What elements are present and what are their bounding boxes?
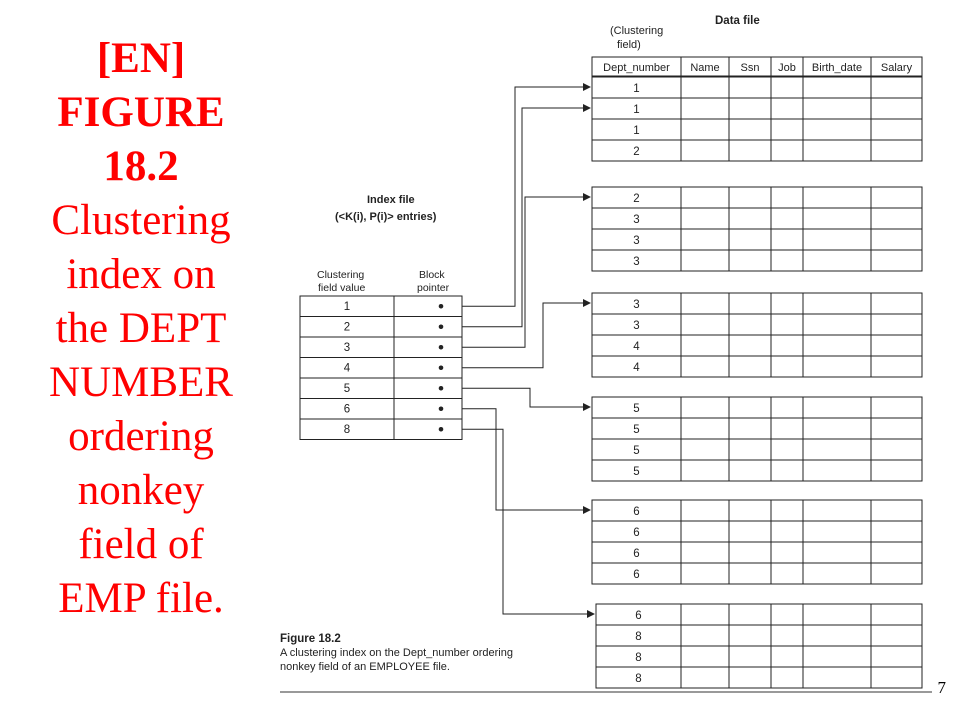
dept-number-cell: 5 — [633, 445, 640, 457]
dept-number-cell: 3 — [633, 214, 640, 226]
index-pointer-header-1: Block — [419, 269, 445, 281]
data-block — [592, 293, 922, 377]
index-file-table — [300, 296, 462, 440]
index-key-cell: 5 — [343, 383, 351, 395]
dept-number-cell: 2 — [633, 193, 640, 205]
index-key-cell: 6 — [343, 403, 351, 416]
slide-number: 7 — [937, 678, 946, 697]
pointer-arrow — [441, 388, 590, 407]
index-key-cell: 4 — [343, 362, 351, 375]
dept-number-cell: 3 — [633, 256, 640, 268]
block-pointer-dot — [439, 345, 444, 350]
pointer-arrow — [441, 409, 590, 510]
data-file-blocks — [592, 57, 922, 688]
dept-number-cell: 8 — [635, 631, 642, 643]
dept-number-cell: 3 — [633, 299, 640, 311]
index-pointer-header-2: pointer — [417, 282, 450, 294]
dept-number-cell: 3 — [633, 235, 640, 247]
data-file-label: Data file — [715, 15, 760, 27]
column-header: Dept_number — [603, 62, 670, 74]
block-pointer-dot — [439, 304, 444, 309]
clustering-field-label-2: field) — [617, 39, 641, 51]
index-entries-label: (<K(i), P(i)> entries) — [335, 211, 437, 223]
pointer-arrows — [441, 87, 594, 614]
column-header: Birth_date — [811, 62, 863, 74]
dept-number-cell: 6 — [633, 569, 640, 581]
data-block — [592, 500, 922, 584]
index-key-cell: 1 — [343, 301, 351, 313]
caption-line-1: A clustering index on the Dept_number ordering — [280, 647, 513, 659]
figure-panel — [260, 6, 932, 699]
pointer-arrow — [441, 429, 594, 614]
caption-line-2: nonkey field of an EMPLOYEE file. — [280, 661, 450, 673]
title-line-3: 18.2 — [103, 143, 179, 190]
column-header: Job — [778, 62, 796, 74]
slide-title — [12, 32, 270, 626]
subtitle-line-1: Clustering — [51, 197, 231, 244]
dept-number-cell: 1 — [633, 104, 640, 116]
dept-number-cell: 6 — [633, 527, 640, 539]
block-pointer-dot — [439, 365, 444, 370]
block-pointer-dot — [439, 386, 444, 391]
block-pointer-dot — [439, 406, 444, 411]
dept-number-cell: 8 — [635, 673, 642, 685]
data-block — [596, 604, 922, 688]
subtitle-line-4: NUMBER — [49, 359, 233, 406]
dept-number-cell: 5 — [633, 424, 640, 436]
dept-number-cell: 6 — [635, 610, 642, 622]
block-pointer-dot — [439, 427, 444, 432]
dept-number-cell: 3 — [633, 320, 640, 332]
index-key-cell: 8 — [343, 424, 351, 436]
data-block — [592, 397, 922, 481]
index-key-header-1: Clustering — [317, 269, 365, 281]
subtitle-line-7: field of — [78, 521, 204, 568]
subtitle-line-8: EMP file. — [58, 575, 224, 622]
index-table-outline — [300, 296, 462, 440]
clustering-field-label-1: (Clustering — [610, 25, 664, 37]
dept-number-cell: 8 — [635, 652, 642, 664]
dept-number-cell: 2 — [633, 146, 640, 158]
data-block — [592, 77, 922, 161]
index-file-label: Index file — [367, 194, 415, 206]
caption-title: Figure 18.2 — [280, 633, 341, 645]
pointer-arrow — [441, 303, 590, 368]
dept-number-cell: 5 — [633, 403, 640, 415]
column-header: Salary — [880, 62, 913, 74]
column-header: Name — [690, 62, 720, 74]
block-pointer-dot — [439, 324, 444, 329]
dept-number-cell: 5 — [633, 466, 640, 478]
dept-number-cell: 6 — [633, 548, 640, 560]
dept-number-cell: 4 — [633, 341, 640, 353]
title-line-1: [EN] — [96, 35, 186, 82]
index-key-cell: 2 — [343, 321, 351, 334]
dept-number-cell: 6 — [633, 506, 640, 518]
subtitle-line-6: nonkey — [77, 467, 205, 514]
index-key-header-2: field value — [318, 282, 366, 294]
figure-caption — [280, 632, 513, 674]
subtitle-line-5: ordering — [68, 413, 214, 460]
dept-number-cell: 1 — [633, 125, 640, 137]
title-line-2: FIGURE — [57, 89, 225, 136]
clustering-index-diagram — [260, 6, 932, 699]
index-key-cell: 3 — [343, 342, 351, 354]
subtitle-line-2: index on — [66, 251, 216, 298]
dept-number-cell: 4 — [633, 362, 640, 374]
subtitle-line-3: the DEPT — [55, 305, 227, 352]
column-header: Ssn — [740, 62, 760, 74]
data-block — [592, 187, 922, 271]
dept-number-cell: 1 — [633, 83, 640, 95]
